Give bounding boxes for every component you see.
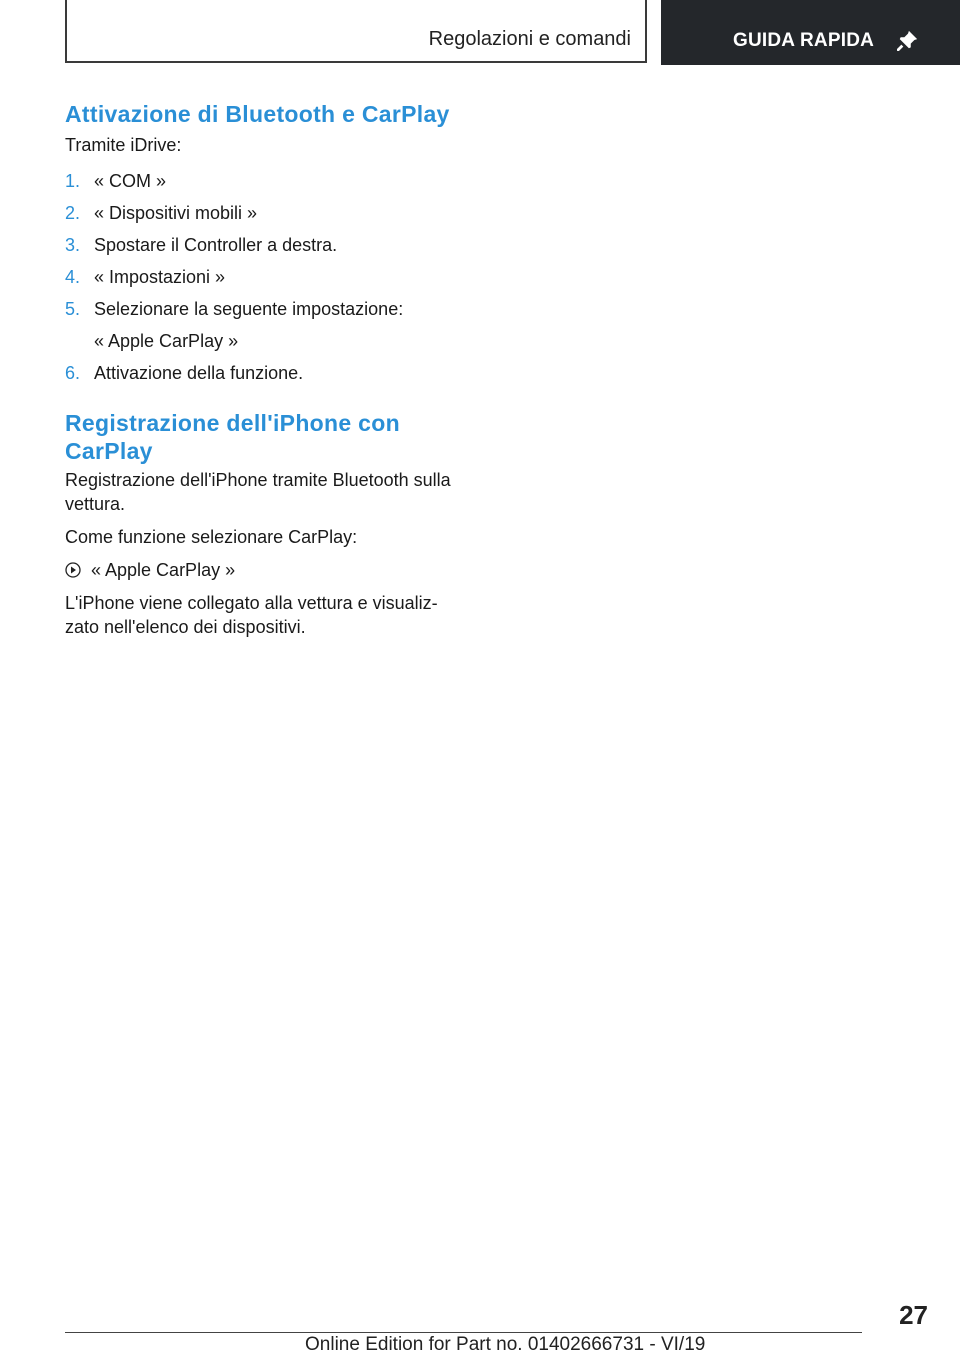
pin-icon (897, 29, 919, 51)
step-number: 1. (65, 171, 81, 191)
section2-heading-line1: Registrazione dell'iPhone con (65, 410, 400, 436)
step-text: Selezionare la seguente impostazione: (94, 299, 404, 319)
section2-heading (65, 409, 485, 465)
list-item (65, 233, 485, 257)
section2-para3-line1: L'iPhone viene collegato alla vettura e visualiz- (65, 593, 438, 613)
step-subtext: « Apple CarPlay » (94, 331, 239, 351)
header-section-box (65, 0, 647, 63)
step-text: Spostare il Controller a destra. (94, 235, 338, 255)
play-arrow-icon (65, 562, 81, 578)
action-step (65, 558, 485, 582)
section2-heading-line2: CarPlay (65, 438, 153, 464)
section2-para1: Registrazione dell'iPhone tramite Bluetooth sulla vettura. (65, 470, 451, 514)
step-number: 4. (65, 267, 81, 287)
step-text: « Dispositivi mobili » (94, 203, 258, 223)
step-number: 5. (65, 299, 81, 319)
section1-heading: Attivazione di Bluetooth e CarPlay (65, 101, 450, 127)
list-item (65, 361, 485, 385)
list-item (65, 201, 485, 225)
list-item (65, 265, 485, 289)
page-number: 27 (899, 1300, 928, 1330)
quick-guide-label: GUIDA RAPIDA (733, 30, 875, 51)
section2-para2: Come funzione selezionare CarPlay: (65, 527, 358, 547)
action-text: « Apple CarPlay » (91, 560, 236, 580)
step-text: « Impostazioni » (94, 267, 226, 287)
section2-para3 (65, 591, 485, 639)
edition-note: Online Edition for Part no. 01402666731 - VI/19 (305, 1334, 706, 1355)
step-text: Attivazione della funzione. (94, 363, 304, 383)
main-content (65, 100, 485, 639)
step-number: 3. (65, 235, 81, 255)
list-item (65, 169, 485, 193)
steps-list (65, 169, 485, 385)
quick-guide-tab[interactable] (661, 0, 960, 65)
step-text: « COM » (94, 171, 167, 191)
list-item (65, 297, 485, 353)
section-title: Regolazioni e comandi (428, 28, 631, 50)
footer-divider (65, 1332, 862, 1333)
step-number: 2. (65, 203, 81, 223)
section1-intro: Tramite iDrive: (65, 135, 182, 155)
step-number: 6. (65, 363, 81, 383)
section2-para3-line2: zato nell'elenco dei dispositivi. (65, 617, 306, 637)
